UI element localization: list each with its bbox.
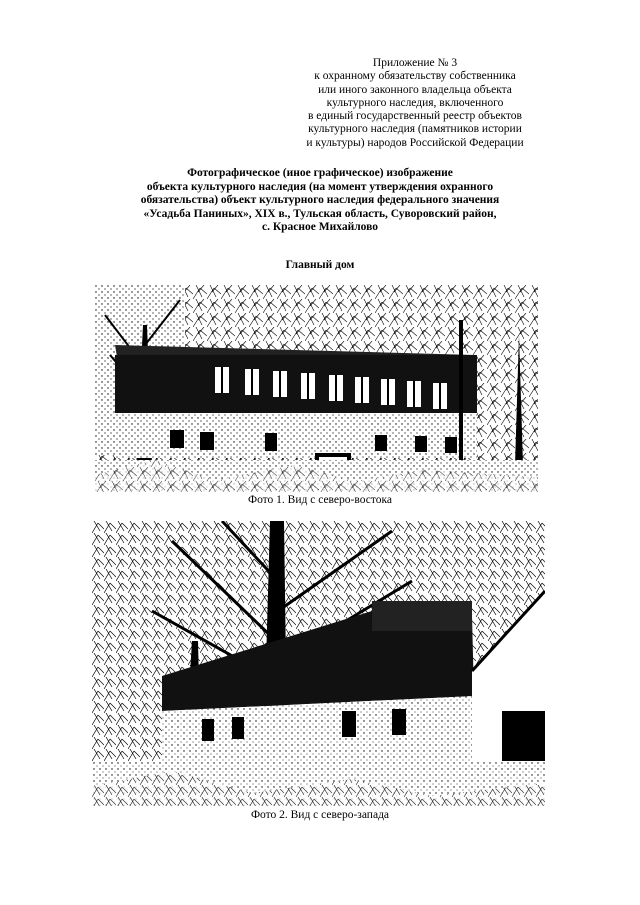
appendix-line: культурного наследия, включенного — [326, 96, 504, 109]
heading-line: «Усадьба Паниных», XIX в., Тульская область, Суворовский район, — [143, 207, 497, 220]
appendix-line: и культуры) народов Российской Федерации — [306, 136, 524, 149]
heading-line: объекта культурного наследия (на момент утверждения охранного — [146, 180, 494, 193]
photo-1 — [95, 285, 538, 492]
document-heading — [100, 167, 540, 235]
appendix-line: Приложение № 3 — [372, 57, 458, 69]
heading-line: обязательства) объект культурного наследия федерального значения — [140, 194, 500, 207]
appendix-line: к охранному обязательству собственника — [314, 70, 516, 83]
section-title: Главный дом — [285, 259, 355, 271]
appendix-block — [290, 57, 540, 150]
heading-line: с. Красное Михайлово — [261, 221, 379, 234]
photo-1-caption: Фото 1. Вид с северо-востока — [248, 494, 392, 506]
appendix-line: в единый государственный реестр объектов — [308, 110, 522, 123]
photo-1-image — [95, 285, 538, 492]
appendix-line: или иного законного владельца объекта — [318, 83, 512, 96]
photo-2-image — [92, 521, 545, 806]
photo-2 — [92, 521, 545, 806]
appendix-line: культурного наследия (памятников истории — [308, 123, 522, 136]
heading-line: Фотографическое (иное графическое) изображение — [187, 167, 453, 179]
photo-2-caption: Фото 2. Вид с северо-запада — [250, 809, 390, 821]
